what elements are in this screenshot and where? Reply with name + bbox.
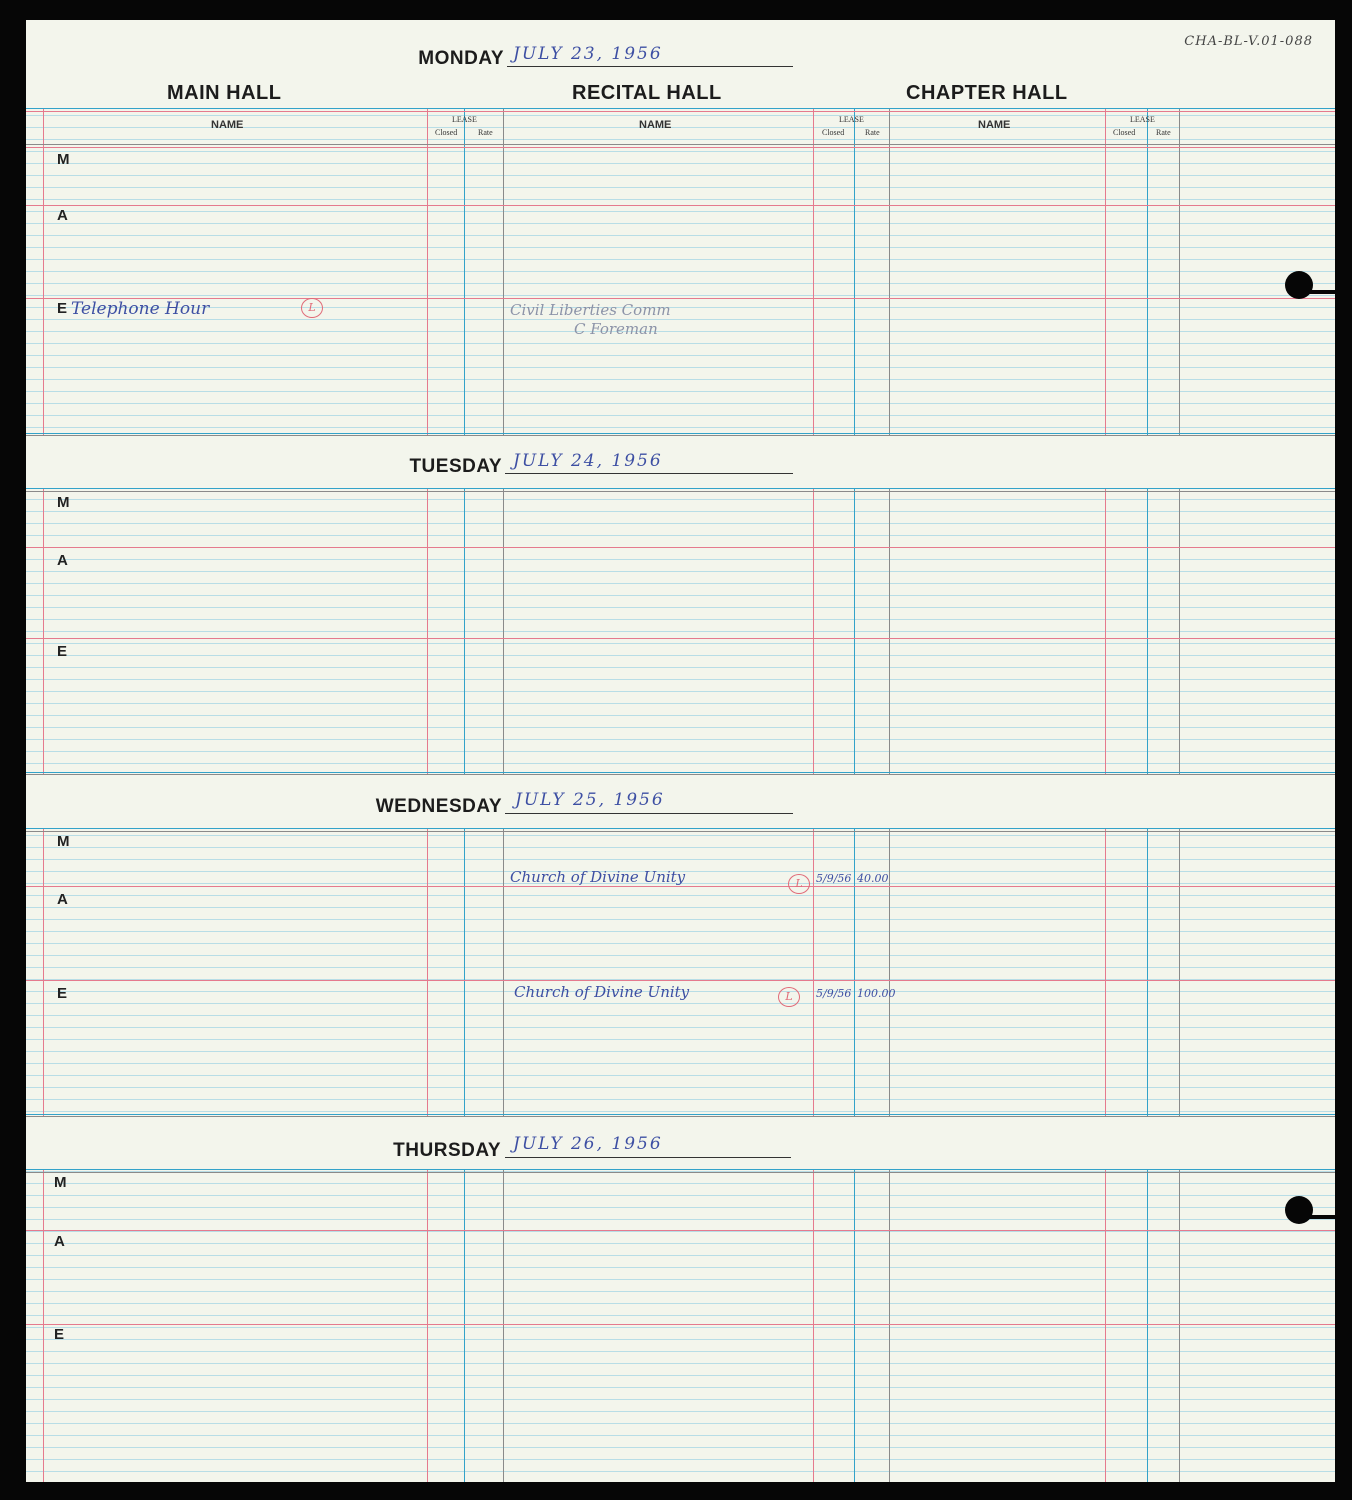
header-rule: [26, 108, 1335, 109]
closed-date-a: 5/9/56: [816, 872, 852, 885]
period-e: E: [57, 985, 68, 1002]
col-lease-recital: LEASE: [839, 115, 864, 124]
col-lease-chapter: LEASE: [1130, 115, 1155, 124]
row-rule: [26, 205, 1335, 206]
document-id: CHA-BL-V.01-088: [1184, 34, 1313, 49]
date-thursday: JULY 26, 1956: [513, 1134, 663, 1154]
date-tuesday: JULY 24, 1956: [513, 451, 663, 471]
period-m: M: [57, 833, 70, 850]
header-rule: [26, 111, 1335, 112]
col-rate-recital: Rate: [865, 128, 880, 137]
hall-title-recital: RECITAL HALL: [572, 82, 722, 104]
date-monday: JULY 23, 1956: [513, 44, 663, 64]
period-e: E: [57, 643, 68, 660]
row-rule: [26, 638, 1335, 639]
date-line: [507, 66, 793, 67]
row-rule: [26, 547, 1335, 548]
day-title-tuesday: TUESDAY: [409, 456, 502, 477]
period-a: A: [57, 891, 68, 908]
date-wednesday: JULY 25, 1956: [515, 790, 665, 810]
day-rule: [26, 1114, 1335, 1115]
hall-title-chapter: CHAPTER HALL: [906, 82, 1068, 104]
date-line: [505, 813, 793, 814]
col-name-recital: NAME: [639, 119, 672, 131]
col-rate-main: Rate: [478, 128, 493, 137]
col-name-chapter: NAME: [978, 119, 1011, 131]
col-closed-chapter: Closed: [1113, 128, 1136, 137]
period-a: A: [57, 552, 68, 569]
day-rule: [26, 433, 1335, 434]
day-rule: [26, 828, 1335, 829]
ledger-sheet: [26, 20, 1335, 1482]
day-rule: [26, 1169, 1335, 1170]
lease-mark-circle: L: [301, 298, 323, 318]
binder-notch: [1307, 1215, 1335, 1219]
entry-church-divine-unity-e: Church of Divine Unity: [514, 983, 690, 1001]
row-rule: [26, 1324, 1335, 1325]
entry-civil-liberties: Civil Liberties Comm: [510, 301, 671, 319]
period-m: M: [57, 151, 70, 168]
binder-hole: [1285, 271, 1313, 299]
date-line: [505, 1157, 791, 1158]
period-a: A: [54, 1233, 65, 1250]
day-rule: [26, 491, 1335, 492]
period-m: M: [54, 1174, 67, 1191]
col-lease-main: LEASE: [452, 115, 477, 124]
entry-c-foreman: C Foreman: [574, 320, 658, 338]
binder-hole: [1285, 1196, 1313, 1224]
period-a: A: [57, 207, 68, 224]
day-rule: [26, 1172, 1335, 1173]
col-rate-chapter: Rate: [1156, 128, 1171, 137]
closed-date-e: 5/9/56: [816, 987, 852, 1000]
period-m: M: [57, 494, 70, 511]
entry-church-divine-unity-a: Church of Divine Unity: [510, 868, 686, 886]
day-title-monday: MONDAY: [418, 48, 504, 69]
row-rule: [26, 1230, 1335, 1231]
row-rule: [26, 980, 1335, 981]
row-rule: [26, 298, 1335, 299]
entry-telephone-hour: Telephone Hour: [71, 299, 210, 319]
header-rule: [26, 144, 1335, 145]
day-title-thursday: THURSDAY: [393, 1140, 501, 1161]
col-closed-recital: Closed: [822, 128, 845, 137]
col-closed-main: Closed: [435, 128, 458, 137]
col-name-main: NAME: [211, 119, 244, 131]
date-line: [505, 473, 793, 474]
day-title-wednesday: WEDNESDAY: [375, 796, 502, 817]
binder-notch: [1307, 290, 1335, 294]
rate-e: 100.00: [857, 987, 896, 1000]
lease-mark-circle: L: [788, 874, 810, 894]
row-rule: [26, 147, 1335, 148]
lease-mark-circle: L: [778, 987, 800, 1007]
day-rule: [26, 488, 1335, 489]
row-rule: [26, 886, 1335, 887]
period-e: E: [57, 300, 68, 317]
rate-a: 40.00: [857, 872, 889, 885]
day-rule: [26, 772, 1335, 773]
day-rule: [26, 831, 1335, 832]
period-e: E: [54, 1326, 65, 1343]
hall-title-main: MAIN HALL: [167, 82, 282, 104]
